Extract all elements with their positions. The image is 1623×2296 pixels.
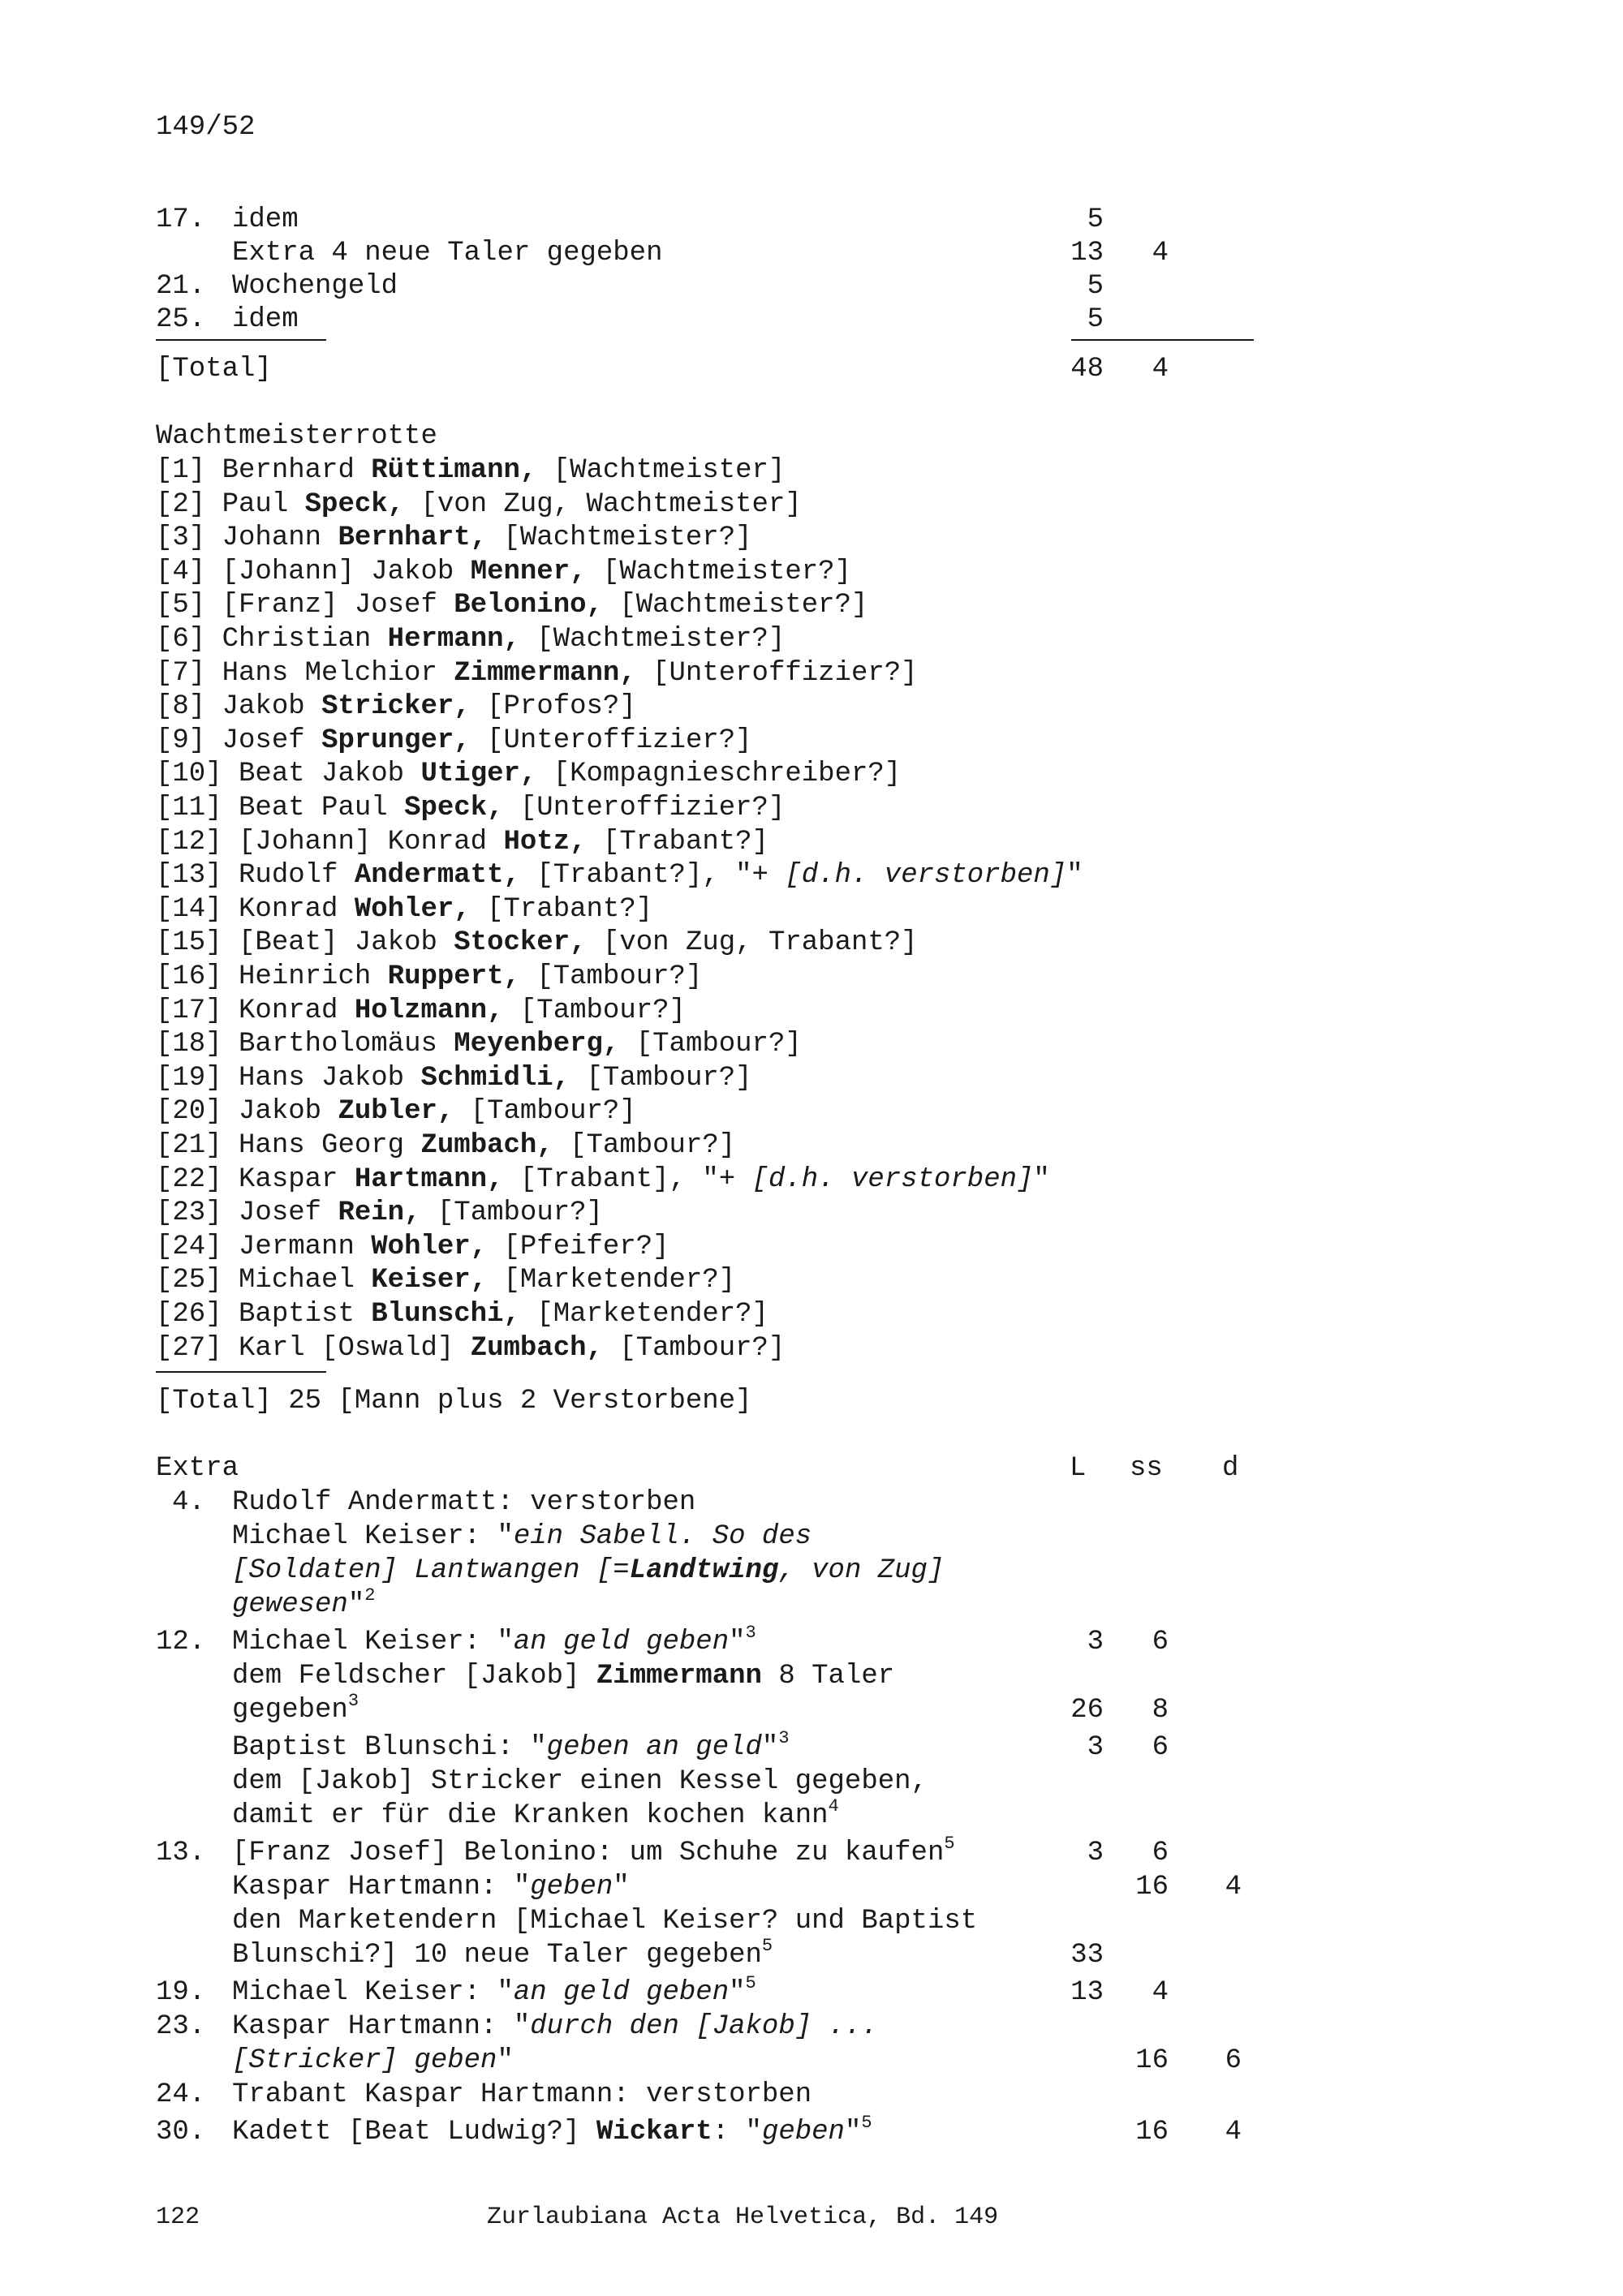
roster-number: [12] (156, 827, 222, 858)
amount-L: 3 (1087, 1838, 1104, 1868)
amount-ss: 16 (1135, 2045, 1169, 2076)
row-L: 5 (1087, 271, 1104, 302)
given-name: Michael (239, 1265, 355, 1296)
amount-ss: 4 (1152, 1977, 1169, 2008)
roster-entry (156, 997, 686, 1025)
roster-entry (156, 491, 802, 518)
roster-entry (156, 558, 851, 586)
roster-entry (156, 1199, 603, 1227)
role-note: [Marketender?] (503, 1265, 736, 1296)
roster-number: [14] (156, 894, 222, 925)
day-index: 23. (156, 2011, 206, 2042)
row-text: Extra 4 neue Taler gegeben (232, 238, 663, 269)
entry-text: Rudolf Andermatt: verstorben (232, 1487, 696, 1518)
day-index: 13. (156, 1838, 206, 1868)
annotation: [d.h. verstorben] (751, 1164, 1034, 1195)
role-note: [Trabant?] (602, 827, 768, 858)
entry-text: [Franz Josef] Belonino: um Schuhe zu kaufen$^5$ (232, 1834, 955, 1868)
role-note: [Wachtmeister?] (536, 624, 786, 655)
row-text: idem (232, 304, 299, 335)
roster-number: [17] (156, 995, 222, 1026)
role-note: [Tambour?] (437, 1197, 603, 1228)
col-header-d: d (1222, 1453, 1239, 1484)
given-name: Baptist (239, 1299, 355, 1330)
surname: Hermann, (387, 624, 520, 655)
given-name: Beat Jakob (239, 759, 405, 789)
surname: Belonino, (454, 590, 603, 621)
page-number: 122 (156, 2204, 200, 2231)
amount-ss: 16 (1135, 1872, 1169, 1903)
amount-ss: 8 (1152, 1695, 1169, 1726)
entry-text: [Soldaten] Lantwangen [=Landtwing, von Zug] (232, 1555, 945, 1586)
total-L: 48 (1070, 354, 1104, 385)
col-header-ss: ss (1130, 1453, 1163, 1484)
total-label: [Total] (156, 354, 272, 385)
roster-number: [19] (156, 1063, 222, 1094)
role-note: [von Zug, Trabant?] (602, 927, 918, 958)
amount-L: 26 (1070, 1695, 1104, 1726)
row-index: 17. (156, 204, 206, 235)
role-note: [Unteroffizier?] (487, 725, 752, 756)
amount-ss: 16 (1135, 2117, 1169, 2148)
roster-number: [6] (156, 624, 206, 655)
footnote-marker: 3 (347, 1691, 359, 1711)
day-index: 19. (156, 1977, 206, 2008)
footnote-marker: 2 (364, 1585, 376, 1606)
roster-entry (156, 794, 785, 822)
footnote-marker: 3 (745, 1623, 756, 1643)
role-note: [Trabant?], "+ (536, 860, 768, 891)
given-name: Bartholomäus (239, 1029, 437, 1060)
roster-entry (156, 1064, 752, 1092)
given-name: Konrad (239, 995, 338, 1026)
rule-roster (156, 1371, 326, 1373)
given-name: Bernhard (222, 455, 355, 486)
roster-number: [20] (156, 1096, 222, 1127)
roster-number: [5] (156, 590, 206, 621)
amount-ss: 6 (1152, 1838, 1169, 1868)
given-name: [Johann] Konrad (239, 827, 488, 858)
roster-entry (156, 929, 918, 957)
roster-number: [10] (156, 759, 222, 789)
entry-text: Michael Keiser: "an geld geben"$^3$ (232, 1623, 756, 1658)
entry-text: Baptist Blunschi: "geben an geld"$^3$ (232, 1728, 790, 1763)
row-L: 5 (1087, 304, 1104, 335)
amount-L: 33 (1070, 1940, 1104, 1971)
surname: Zumbach, (420, 1130, 553, 1161)
surname: Sprunger, (321, 725, 471, 756)
entry-text: dem Feldscher [Jakob] Zimmermann 8 Taler (232, 1661, 895, 1692)
given-name: Christian (222, 624, 372, 655)
surname: Ruppert, (387, 961, 520, 992)
given-name: Josef (239, 1197, 322, 1228)
given-name: Josef (222, 725, 305, 756)
surname: Zimmermann, (454, 658, 636, 689)
surname: Blunschi, (371, 1299, 520, 1330)
surname: Wohler, (354, 894, 471, 925)
section-title: Wachtmeisterrotte (156, 421, 437, 452)
role-note: [Tambour?] (570, 1130, 736, 1161)
surname: Hotz, (503, 827, 587, 858)
surname: Bernhart, (338, 522, 488, 553)
given-name: Rudolf (239, 860, 338, 891)
entry-text: Michael Keiser: "an geld geben"$^5$ (232, 1973, 756, 2008)
surname: Stricker, (321, 691, 471, 722)
roster-number: [26] (156, 1299, 222, 1330)
roster-entry (156, 1233, 669, 1261)
roster-number: [11] (156, 793, 222, 823)
roster-entry (156, 524, 752, 552)
surname: Hartmann, (354, 1164, 504, 1195)
roster-number: [3] (156, 522, 206, 553)
roster-entry (156, 693, 636, 720)
surname: Schmidli, (420, 1063, 570, 1094)
surname: Keiser, (371, 1265, 488, 1296)
roster-entry (156, 457, 785, 484)
row-text: Wochengeld (232, 271, 398, 302)
role-note: [Marketender?] (536, 1299, 768, 1330)
surname: Speck, (304, 489, 405, 520)
footnote-marker: 3 (778, 1728, 790, 1748)
rule-right (1071, 339, 1254, 341)
amount-ss: 6 (1152, 1732, 1169, 1763)
role-note: [Wachtmeister?] (602, 557, 851, 587)
row-index: 25. (156, 304, 206, 335)
given-name: [Beat] Jakob (239, 927, 437, 958)
given-name: Heinrich (239, 961, 372, 992)
roster-entry (156, 1335, 785, 1362)
role-note: [Wachtmeister] (553, 455, 786, 486)
role-note: [Tambour?] (635, 1029, 802, 1060)
given-name: Jermann (239, 1232, 355, 1262)
footnote-marker: 5 (745, 1973, 756, 1993)
given-name: Johann (222, 522, 322, 553)
roster-number: [23] (156, 1197, 222, 1228)
surname: Andermatt, (354, 860, 520, 891)
role-note: [Tambour?] (586, 1063, 752, 1094)
row-ss: 4 (1152, 238, 1169, 269)
day-index: 24. (156, 2079, 206, 2110)
roster-number: [2] (156, 489, 206, 520)
role-note: [Tambour?] (470, 1096, 636, 1127)
row-L: 13 (1070, 238, 1104, 269)
row-text: idem (232, 204, 299, 235)
col-header-L: L (1070, 1453, 1087, 1484)
roster-number: [25] (156, 1265, 222, 1296)
role-note: [Tambour?] (619, 1333, 786, 1364)
given-name: Hans Melchior (222, 658, 437, 689)
surname: Menner, (470, 557, 587, 587)
roster-entry (156, 1098, 636, 1125)
roster-number: [7] (156, 658, 206, 689)
roster-number: [15] (156, 927, 222, 958)
given-name: Jakob (222, 691, 305, 722)
surname: Holzmann, (354, 995, 504, 1026)
entry-text: Kaspar Hartmann: "durch den [Jakob] ... (232, 2011, 878, 2042)
given-name: [Franz] Josef (222, 590, 437, 621)
extra-label: Extra (156, 1453, 239, 1484)
roster-total: [Total] 25 [Mann plus 2 Verstorbene] (156, 1386, 752, 1417)
roster-entry (156, 1266, 735, 1294)
day-index: 12. (156, 1627, 206, 1658)
day-index: 30. (156, 2117, 206, 2148)
given-name: Hans Georg (239, 1130, 405, 1161)
surname: Zubler, (338, 1096, 454, 1127)
surname: Utiger, (420, 759, 537, 789)
roster-entry (156, 626, 785, 653)
surname: Stocker, (454, 927, 587, 958)
role-note: [von Zug, Wachtmeister] (420, 489, 802, 520)
roster-number: [24] (156, 1232, 222, 1262)
role-note: [Trabant?] (487, 894, 653, 925)
closing-quote: " (1066, 860, 1083, 891)
closing-quote: " (1033, 1164, 1050, 1195)
footnote-marker: 5 (761, 1936, 773, 1956)
entry-text: damit er für die Kranken kochen kann$^4$ (232, 1796, 839, 1831)
page-reference: 149/52 (156, 112, 256, 143)
role-note: [Pfeifer?] (503, 1232, 669, 1262)
entry-text: gewesen"$^2$ (232, 1585, 376, 1620)
amount-d: 4 (1225, 1872, 1242, 1903)
role-note: [Wachtmeister?] (619, 590, 868, 621)
roster-entry (156, 591, 867, 619)
footnote-marker: 4 (828, 1796, 839, 1817)
roster-number: [16] (156, 961, 222, 992)
given-name: [Johann] Jakob (222, 557, 454, 587)
roster-entry (156, 760, 901, 788)
role-note: [Tambour?] (519, 995, 686, 1026)
entry-text: [Stricker] geben" (232, 2045, 514, 2076)
roster-number: [1] (156, 455, 206, 486)
total-ss: 4 (1152, 354, 1169, 385)
entry-text: den Marketendern [Michael Keiser? und Baptist (232, 1906, 978, 1937)
surname: Meyenberg, (454, 1029, 620, 1060)
surname: Rein, (338, 1197, 421, 1228)
roster-number: [21] (156, 1130, 222, 1161)
amount-d: 4 (1225, 2117, 1242, 2148)
amount-L: 3 (1087, 1732, 1104, 1763)
entry-text: dem [Jakob] Stricker einen Kessel gegeben, (232, 1766, 928, 1797)
roster-entry (156, 1166, 1050, 1193)
footnote-marker: 5 (861, 2113, 872, 2133)
given-name: Beat Paul (239, 793, 388, 823)
role-note: [Unteroffizier?] (519, 793, 786, 823)
roster-entry (156, 862, 1083, 889)
annotation: [d.h. verstorben] (785, 860, 1067, 891)
roster-entry (156, 1132, 735, 1159)
roster-entry (156, 660, 918, 687)
roster-number: [4] (156, 557, 206, 587)
surname: Zumbach, (470, 1333, 603, 1364)
given-name: Konrad (239, 894, 338, 925)
roster-number: [18] (156, 1029, 222, 1060)
given-name: Karl [Oswald] (239, 1333, 454, 1364)
role-note: [Trabant], "+ (519, 1164, 736, 1195)
roster-entry (156, 1030, 802, 1058)
roster-entry (156, 727, 752, 755)
roster-number: [8] (156, 691, 206, 722)
roster-number: [13] (156, 860, 222, 891)
roster-number: [22] (156, 1164, 222, 1195)
role-note: [Wachtmeister?] (503, 522, 752, 553)
amount-d: 6 (1225, 2045, 1242, 2076)
role-note: [Kompagnieschreiber?] (553, 759, 902, 789)
row-L: 5 (1087, 204, 1104, 235)
entry-text: Trabant Kaspar Hartmann: verstorben (232, 2079, 812, 2110)
rule-left (156, 339, 326, 341)
given-name: Jakob (239, 1096, 322, 1127)
day-index: 4. (172, 1487, 205, 1518)
roster-entry (156, 828, 768, 856)
role-note: [Unteroffizier?] (652, 658, 918, 689)
given-name: Kaspar (239, 1164, 338, 1195)
publication-title: Zurlaubiana Acta Helvetica, Bd. 149 (487, 2204, 999, 2231)
entry-text: Kadett [Beat Ludwig?] Wickart: "geben"$^5$ (232, 2113, 872, 2148)
row-index: 21. (156, 271, 206, 302)
surname: Wohler, (371, 1232, 488, 1262)
given-name: Hans Jakob (239, 1063, 405, 1094)
role-note: [Profos?] (487, 691, 636, 722)
amount-ss: 6 (1152, 1627, 1169, 1658)
entry-text: Blunschi?] 10 neue Taler gegeben$^5$ (232, 1936, 773, 1971)
roster-number: [9] (156, 725, 206, 756)
entry-text: gegeben$^3$ (232, 1691, 359, 1726)
entry-text: Michael Keiser: "ein Sabell. So des (232, 1521, 812, 1552)
given-name: Paul (222, 489, 289, 520)
amount-L: 13 (1070, 1977, 1104, 2008)
amount-L: 3 (1087, 1627, 1104, 1658)
surname: Speck, (404, 793, 504, 823)
roster-entry (156, 963, 702, 991)
roster-number: [27] (156, 1333, 222, 1364)
roster-entry (156, 896, 652, 923)
entry-text: Kaspar Hartmann: "geben" (232, 1872, 630, 1903)
footnote-marker: 5 (944, 1834, 955, 1854)
surname: Rüttimann, (371, 455, 537, 486)
role-note: [Tambour?] (536, 961, 703, 992)
roster-entry (156, 1301, 768, 1328)
